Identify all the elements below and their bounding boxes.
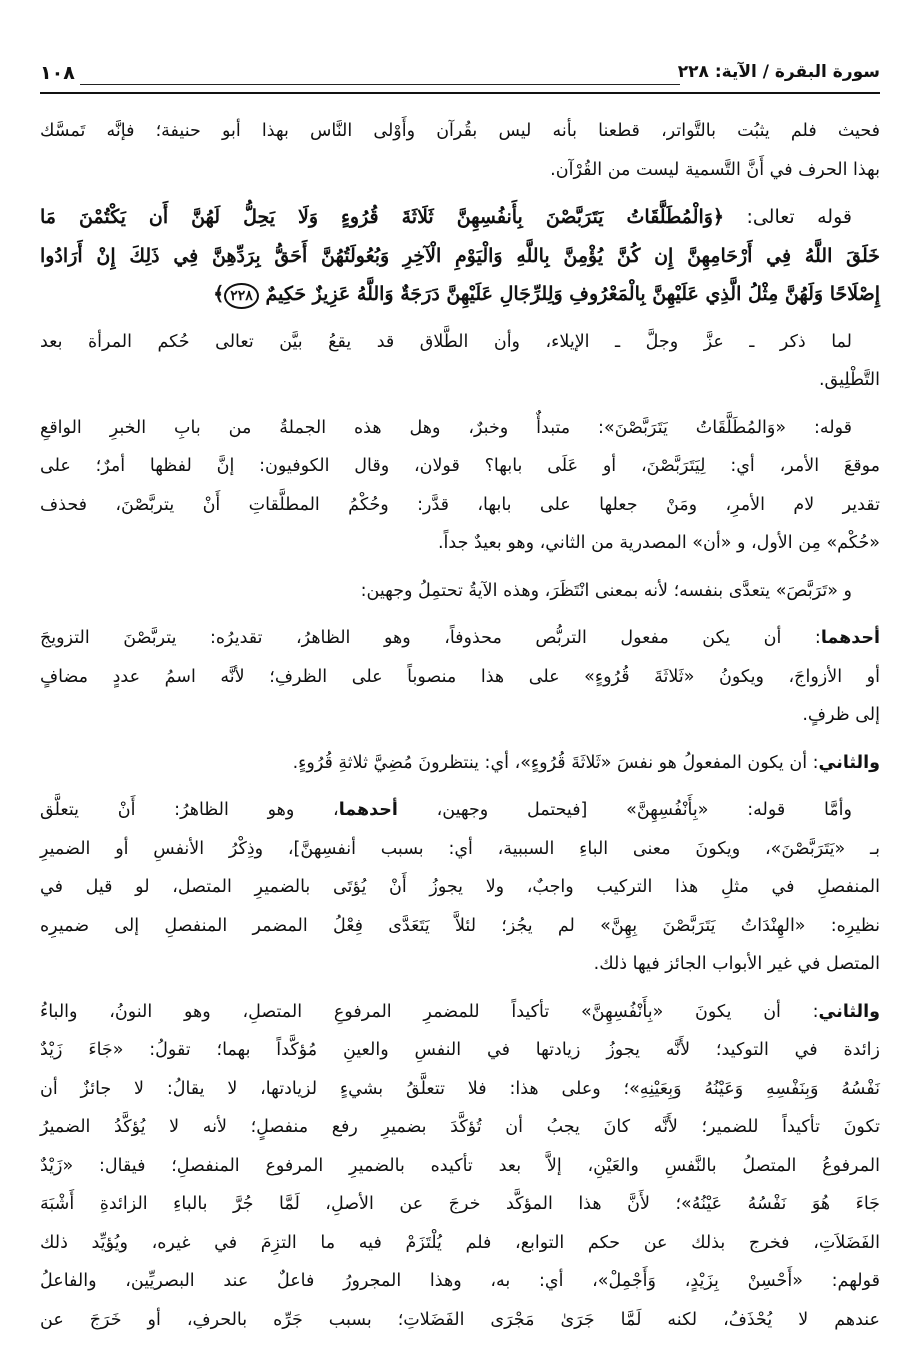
text-line: تقدير لام الأمرِ، ومَنْ جعلها على بابها، قدَّر: وحُكْمُ المطلَّقاتِ أَنْ يتربَّصْنَ، فحذف [40,494,880,515]
text-segment: : أن يكون المفعولُ هو نفسَ «ثَلاثَةَ قُرُوءٍ»، أي: ينتظرونَ مُضِيَّ ثلاثةِ قُرُوءٍ. [292,752,819,773]
text-line: لما ذكر ـ عزَّ وجلَّ ـ الإيلاء، وأن الطَّلاق قد يقعُ بيَّن تعالى حُكم المرأة بعد [40,331,852,352]
paragraph [40,112,880,189]
text-line [40,275,880,314]
text-line [40,791,880,830]
paragraph [40,744,880,783]
text-line: «حُكْم» مِن الأول، و «أن» المصدرية من الثاني، وهو بعيدٌ جداً. [437,533,880,553]
page-number: ١٠٨ [40,62,83,84]
text-line [40,993,880,1032]
text-line: نَفْسُهُ وَبِنَفْسِهِ وَعَيْنُهُ وَبِعَيْنِهِ»؛ وعلى هذا: فلا تتعلَّقُ بشيءٍ لزيادتها، لا يقالُ: لا جائزٌ أن [40,1078,880,1099]
text-line: التَّطْلِيق. [818,370,880,390]
text-segment: ﴿وَالْمُطَلَّقَاتُ يَتَرَبَّصْنَ بِأَنفُسِهِنَّ ثَلَاثَةَ قُرُوءٍ وَلَا يَحِلُّ لَهُنَّ أَن يَكْتُمْنَ مَا [40,206,725,228]
bold-term: أحدهما [338,800,398,820]
paragraph [40,993,880,1340]
text-line [40,619,880,658]
text-line: المتصل في غير الأبواب الجائز فيها ذلك. [593,954,880,974]
paragraph [40,619,880,735]
running-title: سورة البقرة / الآية: ٢٢٨ [670,62,880,82]
paragraph [40,409,880,563]
text-line: بـ «يَتَرَبَّصْنَ»، ويكونَ معنى الباءِ السببية، أي: بسبب أنفسِهنَّ]، وذِكْرُ الأنفسِ أو الضميرِ [40,838,880,859]
page-header [40,62,880,90]
text-line: المرفوعُ المتصلُ بالنَّفسِ والعَيْنِ، إلاَّ بعد تأكيده بالضميرِ المرفوع المنفصلِ؛ فيقال: «زَيْدٌ [40,1155,880,1176]
text-segment: قوله تعالى: [724,206,852,228]
header-rule [40,92,880,94]
text-line: جَاءَ هُوَ نَفْسُهُ عَيْنُهُ»؛ لأَنَّ هذا المؤكَّد خرجَ عن الأصلِ، لَمَّا جُرَّ بالباءِ الزائدةِ أَشْبَهَ [40,1194,880,1214]
paragraph [40,323,880,400]
text-segment: ﴾ [213,283,225,305]
text-line: بهذا الحرف في أَنَّ التَّسمية ليست من القُرْآن. [550,159,880,180]
quran-verse [40,198,880,314]
text-line: الفَضَلاَتِ، فخرج بذلك عن حكم التوابع، فلم يُلْتَزَمْ فيه ما التزِمَ في غيره، ويُؤيِّد ذلك [40,1232,880,1253]
text-line: إلى ظرفٍ. [802,705,880,725]
text-segment: إِصْلَاحًا وَلَهُنَّ مِثْلُ الَّذِي عَلَيْهِنَّ بِالْمَعْرُوفِ وَلِلرِّجَالِ عَلَيْهِنَّ دَرَجَةٌ وَاللَّهُ عَزِيزٌ حَكِيمٌ [258,283,880,305]
text-line: عندهم لا يُحْذَفُ، لكنه لَمَّا جَرَىٰ مَجْرَى الفَضَلاتِ؛ بسبب جَرِّه بالحرفِ، أو خَرَجَ عن [40,1309,880,1330]
verse-number-marker: ٢٢٨ [224,283,259,309]
text-segment: : أن يكونَ «بِأَنْفُسِهِنَّ» تأكيداً للمضمرِ المرفوعِ المتصلِ، وهو النونُ، والباءُ [40,1001,819,1022]
paragraph [40,791,880,984]
text-line: زائدة في التوكيد؛ لأَنَّه يجوزُ زيادتها في النفسِ والعينِ مُؤكَّداً بهما؛ تقولُ: «جَاءَ زَيْدٌ [40,1040,880,1060]
text-segment: ، وهو الظاهرُ: أَنْ يتعلَّق [40,800,339,820]
text-line: خَلَقَ اللَّهُ فِي أَرْحَامِهِنَّ إِن كُنَّ يُؤْمِنَّ بِاللَّهِ وَالْيَوْمِ الْآخِرِ وَبُعُولَتُهُنَّ أَحَقُّ بِرَدِّهِنَّ فِي ذَلِكَ إِنْ أَرَادُوا [40,244,880,267]
text-line: المنفصلِ في مثلِ هذا التركيب واجبٌ، ولا يجوزُ أَنْ يُؤتَى بالضميرِ المتصل، لو قيل في [40,877,880,897]
text-line: نظيرِه: «الهِنْدَاتُ يَتَرَبَّصْنَ بِهِنَّ» لم يجُز؛ لئلاَّ يَتَعَدَّى فِعْلُ المضمر المنفصلِ إلى ضميرِه [40,915,880,936]
text-line: أو الأزواجَ، ويكونُ «ثَلاثَةَ قُرُوءٍ» على هذا منصوباً على الظرفِ؛ لأنَّه اسمُ عددٍ مضافٍ [40,666,880,687]
paragraph [40,572,880,611]
text-line: قوله: «وَالمُطَلَّقَاتُ يَتَرَبَّصْنَ»: متبدأٌ وخبرٌ، وهل هذه الجملةُ من بابِ الخبرِ الواقعِ [40,417,852,438]
text-segment: : أن يكن مفعول التربُّص محذوفاً، وهو الظاهرُ، تقديرُه: يتربَّصْنَ التزويجَ [40,628,821,648]
text-line: قولهم: «أَحْسِنْ بِزَيْدٍ، وَأَجْمِلْ»، أي: به، وهذا المجرورُ فاعلٌ عند البصريِّين، والفاعلُ [40,1271,880,1291]
text-line [40,744,880,783]
text-line: و «تَرَبَّصَ» يتعدَّى بنفسه؛ لأنه بمعنى انْتَظَرَ، وهذه الآيةُ تحتمِلُ وجهين: [360,580,852,601]
text-line: فحيث فلم يثبُت بالتَّواتر، قطعنا بأنه ليس بقُرآن وأَوْلى النَّاس بهذا أبو حنيفة؛ فإنَّه تَمسَّك [40,121,880,141]
text-line: تكونَ تأكيداً للضمير؛ لأَنَّه كانَ يجبُ أن تُؤكَّدَ بضميرِ رفع منفصلٍ؛ لأنه لا يُؤكَّدُ الضميرُ [40,1117,880,1137]
text-line [40,198,880,237]
text-line: موقعَ الأمر، أي: لِيَتَرَبَّصْنَ، أو عَلَى بابها؟ قولان، وقال الكوفيون: إنَّ لفظها أمرٌ؛ على [40,456,880,476]
text-segment: وأمَّا قوله: «بِأَنْفُسِهِنَّ» [فيحتمل وجهين، [397,800,852,820]
bold-term: والثاني [818,752,880,773]
bold-term: أحدهما [820,628,880,648]
header-divider [80,84,680,85]
bold-term: والثاني [818,1001,880,1022]
page-body [40,112,880,1348]
